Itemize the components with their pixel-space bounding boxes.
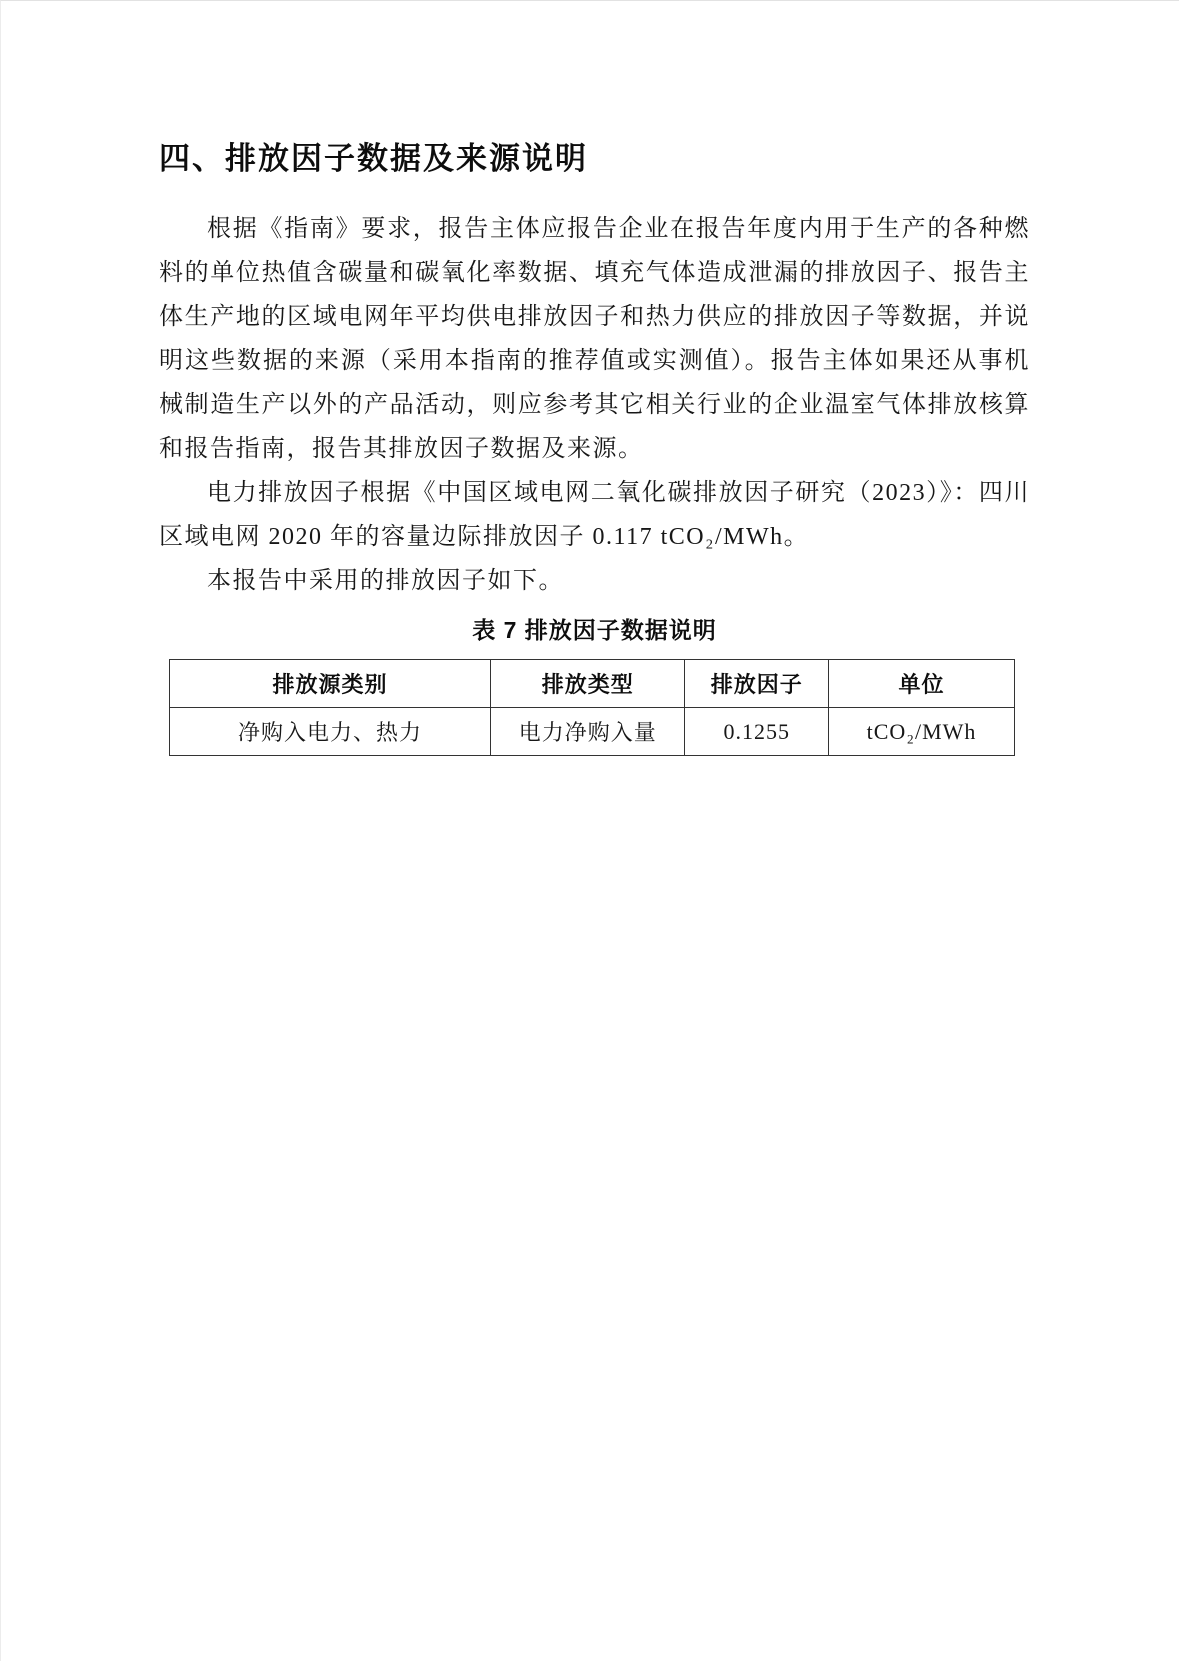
table-header-row [170,660,1015,708]
cell-emission-type: 电力净购入量 [491,708,685,756]
cell-unit: tCO₂/MWh [829,708,1015,756]
emission-factor-table [169,659,1015,756]
header-unit: 单位 [829,660,1015,708]
paragraph-requirements: 根据《指南》要求，报告主体应报告企业在报告年度内用于生产的各种燃料的单位热值含碳量和碳氧化率数据、填充气体造成泄漏的排放因子、报告主体生产地的区域电网年平均供电排放因子和热力供应的排放因子等数据，并说明这些数据的来源（采用本指南的推荐值或实测值）。报告主体如果还从事机械制造生产以外的产品活动，则应参考其它相关行业的企业温室气体排放核算和报告指南，报告其排放因子数据及来源。 [159,216,1030,462]
cell-emission-factor-value: 0.1255 [685,708,829,756]
paragraph-electricity-factor-source: 电力排放因子根据《中国区域电网二氧化碳排放因子研究（2023）》：四川区域电网 2020 年的容量边际排放因子 0.117 tCO₂/MWh。 [159,480,1030,550]
section-heading: 四、排放因子数据及来源说明 [159,141,588,176]
table-row [170,708,1015,756]
table-caption: 表 7 排放因子数据说明 [472,617,717,643]
paragraph-table-intro: 本报告中采用的排放因子如下。 [207,568,564,594]
page-content [1,1,1179,756]
header-emission-type: 排放类型 [491,660,685,708]
header-emission-source-category: 排放源类别 [170,660,491,708]
header-emission-factor: 排放因子 [685,660,829,708]
cell-emission-source-category: 净购入电力、热力 [170,708,491,756]
